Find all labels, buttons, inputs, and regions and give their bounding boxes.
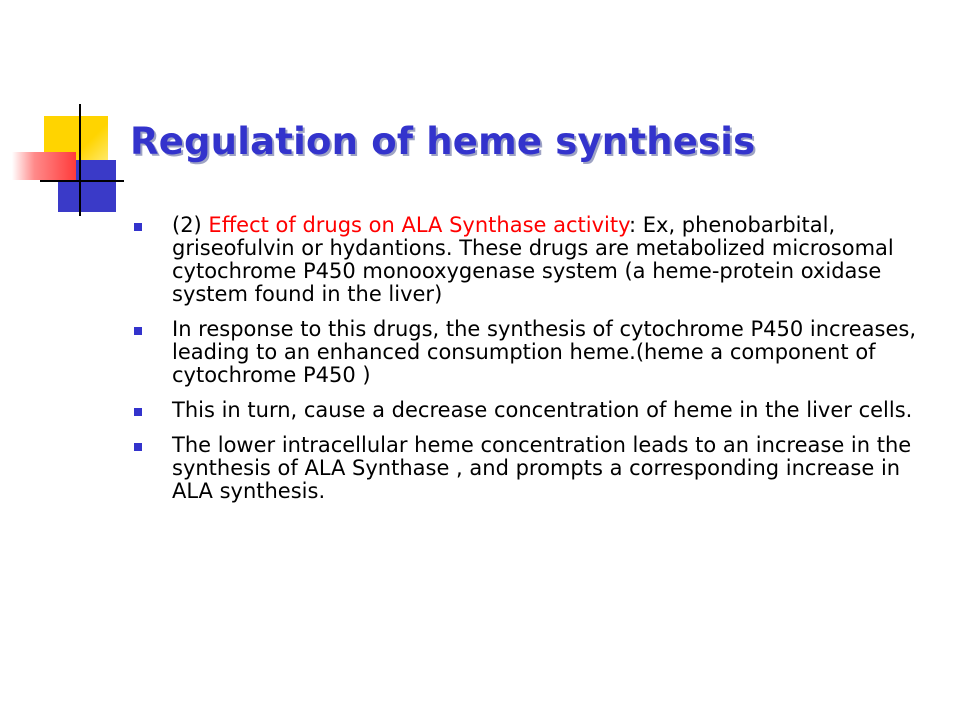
bullet-marker-icon: [134, 327, 142, 335]
bullet-marker-icon: [134, 408, 142, 416]
logo-red-block: [12, 152, 76, 180]
bullet-text: This in turn, cause a decrease concentration of heme in the liver cells.: [172, 398, 913, 422]
bullet-marker-icon: [134, 443, 142, 451]
bullet-item: [134, 434, 934, 503]
bullet-item: [134, 214, 934, 306]
bullet-text: In response to this drugs, the synthesis of cytochrome P450 increases, leading to an enhanced consumption heme.(heme a component of cytochrome P450 ): [172, 317, 917, 387]
slide-title: Regulation of heme synthesis: [130, 120, 756, 163]
bullet-item: [134, 399, 934, 422]
bullet-list: [134, 214, 934, 515]
logo-vertical-line: [79, 104, 81, 216]
bullet-prefix: (2): [172, 213, 209, 237]
bullet-text: : Ex, phenobarbital, griseofulvin or hydantions. These drugs are metabolized microsomal cytochrome P450 monooxygenase system (a heme-protein oxidase system found in the liver): [172, 213, 894, 306]
bullet-marker-icon: [134, 223, 142, 231]
bullet-text: The lower intracellular heme concentration leads to an increase in the synthesis of ALA Synthase , and prompts a corresponding increase in ALA synthesis.: [172, 433, 912, 503]
bullet-item: [134, 318, 934, 387]
logo-horizontal-line: [40, 180, 124, 182]
bullet-highlight: Effect of drugs on ALA Synthase activity: [208, 213, 629, 237]
